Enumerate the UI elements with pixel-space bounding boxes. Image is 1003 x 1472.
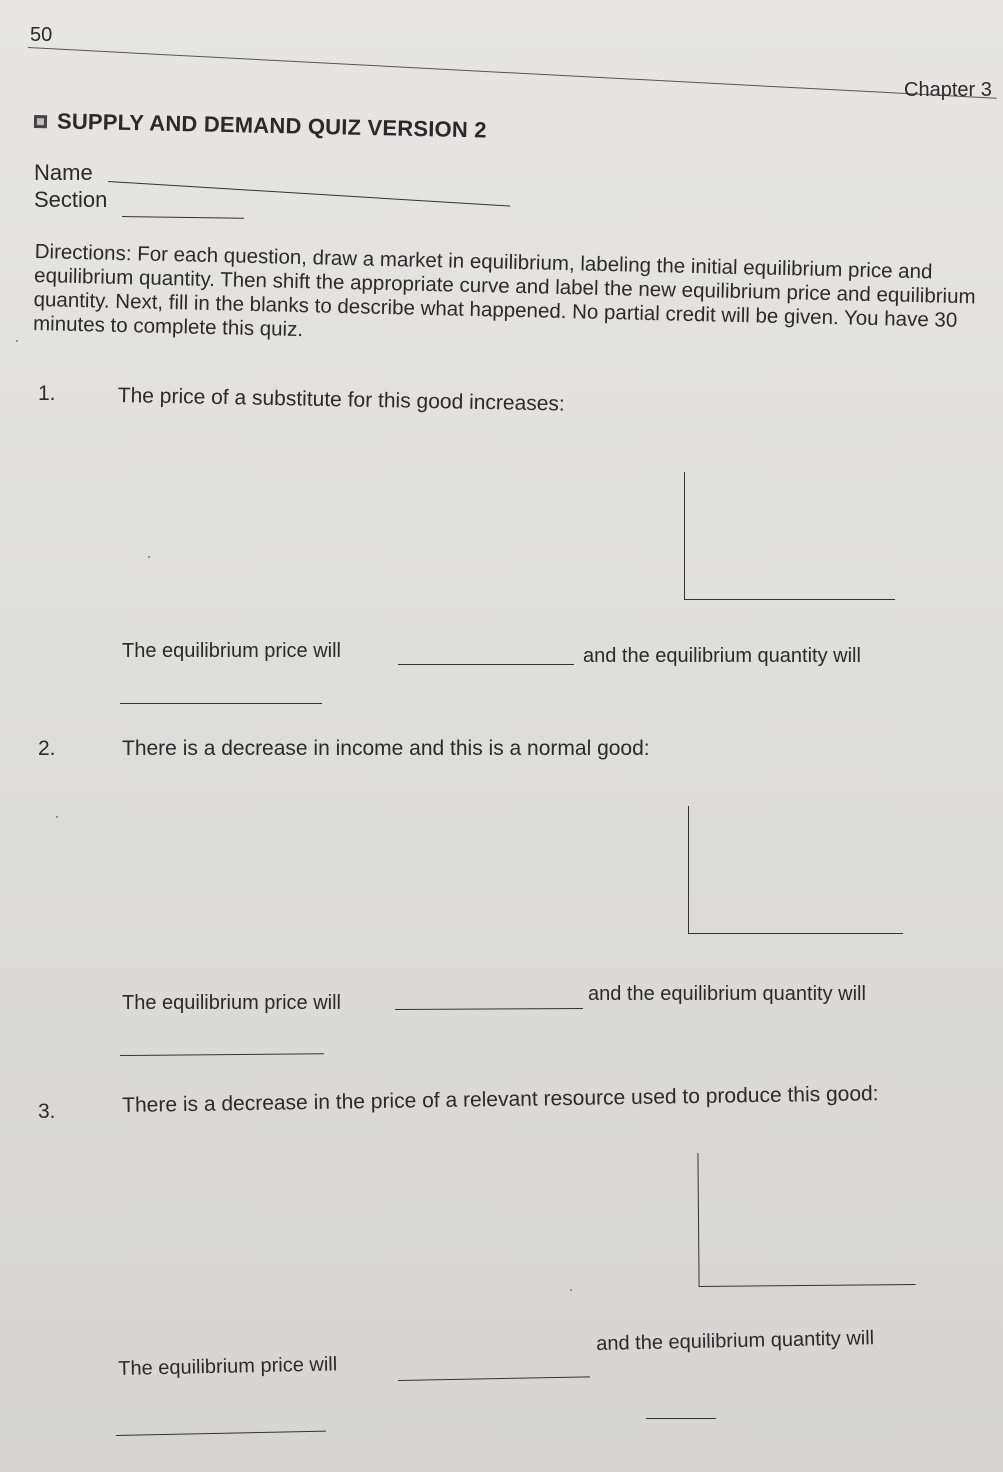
question-3-price-text: The equilibrium price will (118, 1353, 338, 1380)
question-1-graph-axes[interactable] (684, 472, 895, 600)
question-1-price-text: The equilibrium price will (122, 640, 341, 662)
section-field[interactable] (122, 216, 244, 219)
speck (148, 556, 150, 558)
question-3-number: 3. (38, 1100, 56, 1123)
question-1-quantity-blank[interactable] (120, 703, 322, 704)
question-3-quantity-text: and the equilibrium quantity will (596, 1327, 875, 1355)
question-3-price-blank[interactable] (398, 1376, 590, 1381)
question-2-quantity-blank[interactable] (120, 1053, 324, 1056)
question-1-price-blank[interactable] (398, 664, 574, 665)
question-2-number: 2. (38, 737, 56, 760)
stray-mark (646, 1418, 716, 1419)
question-2-price-blank[interactable] (395, 1008, 583, 1010)
speck (16, 340, 18, 342)
name-label: Name (34, 160, 93, 185)
square-bullet-icon (34, 115, 47, 128)
speck (56, 816, 58, 818)
question-3-quantity-blank[interactable] (116, 1431, 326, 1436)
question-2-prompt: There is a decrease in income and this is a normal good: (122, 737, 650, 760)
question-2-graph-axes[interactable] (688, 806, 903, 934)
section-label: Section (34, 187, 108, 212)
header-rule (28, 47, 997, 99)
question-1-prompt: The price of a substitute for this good increases: (117, 384, 565, 416)
question-3-graph-axes[interactable] (697, 1151, 915, 1287)
question-2-quantity-text: and the equilibrium quantity will (588, 983, 866, 1005)
question-1-number: 1. (38, 382, 56, 405)
question-2-price-text: The equilibrium price will (122, 992, 341, 1014)
page-number: 50 (30, 24, 53, 46)
quiz-title-text: SUPPLY AND DEMAND QUIZ VERSION 2 (56, 108, 487, 143)
speck (570, 1289, 572, 1291)
name-field[interactable] (108, 181, 510, 207)
quiz-title (34, 108, 487, 143)
question-3-prompt: There is a decrease in the price of a relevant resource used to produce this good: (122, 1082, 879, 1117)
directions-text: Directions: For each question, draw a market in equilibrium, labeling the initial equilibrium price and equilibrium quantity. Then shift the appropriate curve and label the new equilibrium price and equilibrium quantity. Next, fill in the blanks to describe what happened. No partial credit will be given. You have 30 minutes to complete this quiz. (32, 240, 976, 342)
chapter-label: Chapter 3 (904, 79, 992, 101)
question-1-quantity-text: and the equilibrium quantity will (583, 645, 861, 667)
